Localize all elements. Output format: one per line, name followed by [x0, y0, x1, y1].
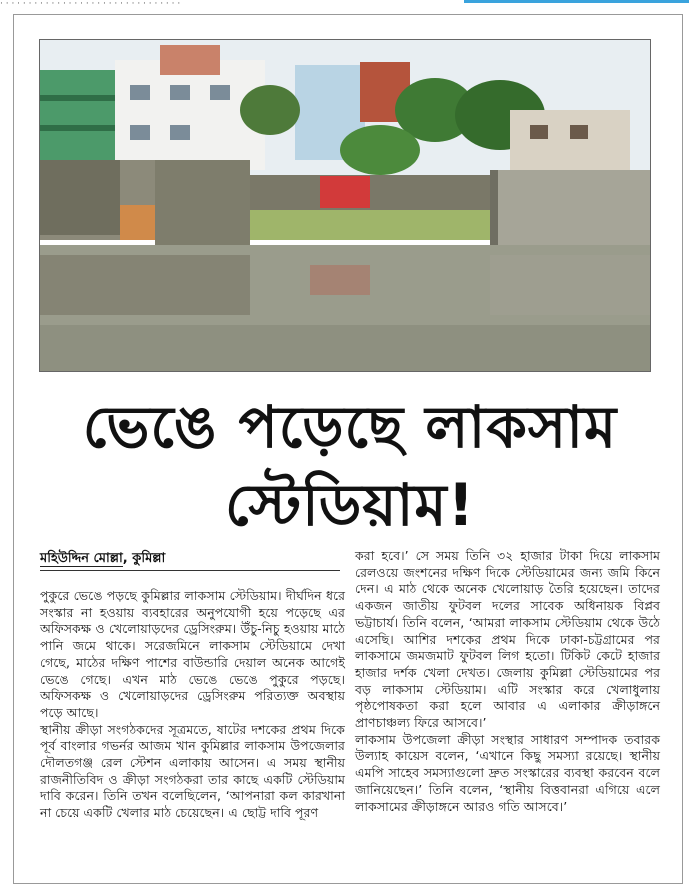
- top-strip-text: · · · · · · · · · · · · · · · · · · · · · · · · · · · · · · · ·: [0, 0, 181, 9]
- paragraph: করা হবে।’ সে সময় তিনি ৩২ হাজার টাকা দিয়ে লাকসাম রেলওয়ে জংশনের দক্ষিণ দিকে স্টেডিয়ামের জন্য জমি কিনে দেন। এ মাঠ থেকে অনেক খেলোয়াড় তৈরি হয়েছেন। তাদের একজন জাতীয় ফুটবল দলের সাবেক অধিনায়ক বিপ্লব ভট্টাচার্য। তিনি বলেন, ‘আমরা লাকসাম স্টেডিয়াম থেকে উঠে এসেছি। আশির দশকের প্রথম দিকে ঢাকা-চট্টগ্রামের পর লাকসামে জমজমাট ফুটবল লিগ হতো। টিকিট কেটে হাজার হাজার দর্শক খেলা দেখত। জেলায় কুমিল্লা স্টেডিয়ামের পর বড় লাকসাম স্টেডিয়াম। এটি সংস্কার করে খেলাধুলায় পৃষ্ঠপোষকতা করা হলে আবার এ এলাকার ক্রীড়াঙ্গনে প্রাণচাঞ্চল্য ফিরে আসবে।’: [355, 548, 660, 731]
- paragraph: স্থানীয় ক্রীড়া সংগঠকদের সূত্রমতে, ষাটের দশকের প্রথম দিকে পূর্ব বাংলার গভর্নর আজম খান কুমিল্লার লাকসাম উপজেলার দৌলতগঞ্জ রেল স্টেশন এলাকায় আসেন। এ সময় স্থানীয় রাজনীতিবিদ ও ক্রীড়া সংগঠকরা তার কাছে একটি স্টেডিয়াম দাবি করেন। তিনি তখন বলেছিলেন, ‘আপনারা কল কারখানা না চেয়ে একটি খেলার মাঠ চেয়েছেন। এ ছোট্ট দাবি পূরণ: [40, 721, 345, 821]
- author-name: মহিউদ্দিন মোল্লা: [40, 551, 123, 566]
- stadium-photo-illustration: [40, 40, 650, 371]
- top-strip: [0, 0, 699, 14]
- article-column-2: [355, 548, 660, 815]
- byline-separator: ,: [122, 551, 133, 566]
- stadium-photo: [39, 39, 651, 372]
- accent-bar: [464, 0, 689, 3]
- headline: [30, 388, 670, 544]
- paragraph: পুকুরে ভেঙে পড়ছে কুমিল্লার লাকসাম স্টেডিয়াম। দীর্ঘদিন ধরে সংস্কার না হওয়ায় ব্যবহারের অনুপযোগী হয়ে পড়েছে এর অফিসকক্ষ ও খেলোয়াড়দের ড্রেসিংরুম। উঁচু-নিচু হওয়ায় মাঠে পানি জমে থাকে। সরেজমিনে লাকসাম স্টেডিয়ামে দেখা গেছে, মাঠের দক্ষিণ পাশের বাউন্ডারি দেয়াল অনেক আগেই ভেঙে গেছে। এখন মাঠ ভেঙে ভেঙে পুকুরে পড়ছে। অফিসকক্ষ ও খেলোয়াড়দের ড্রেসিংরুম পরিত্যক্ত অবস্থায় পড়ে আছে।: [40, 588, 345, 720]
- byline: [40, 549, 165, 570]
- author-location: কুমিল্লা: [132, 551, 166, 566]
- headline-line-2: স্টেডিয়াম!: [224, 471, 476, 539]
- headline-line-1: ভেঙে পড়েছে লাকসাম: [82, 393, 618, 461]
- byline-divider: [40, 570, 340, 571]
- paragraph: লাকসাম উপজেলা ক্রীড়া সংস্থার সাধারণ সম্পাদক তবারক উল্যাহ কায়েস বলেন, ‘এখানে কিছু সমস্যা রয়েছে। স্থানীয় এমপি সাহেব সমস্যাগুলো দ্রুত সংস্কারের ব্যবস্থা করবেন বলে জানিয়েছেন।’ তিনি বলেন, ‘স্থানীয় বিত্তবানরা এগিয়ে এলে লাকসামের ক্রীড়াঙ্গনে আরও গতি আসবে।’: [355, 731, 660, 814]
- article-column-1: [40, 588, 345, 822]
